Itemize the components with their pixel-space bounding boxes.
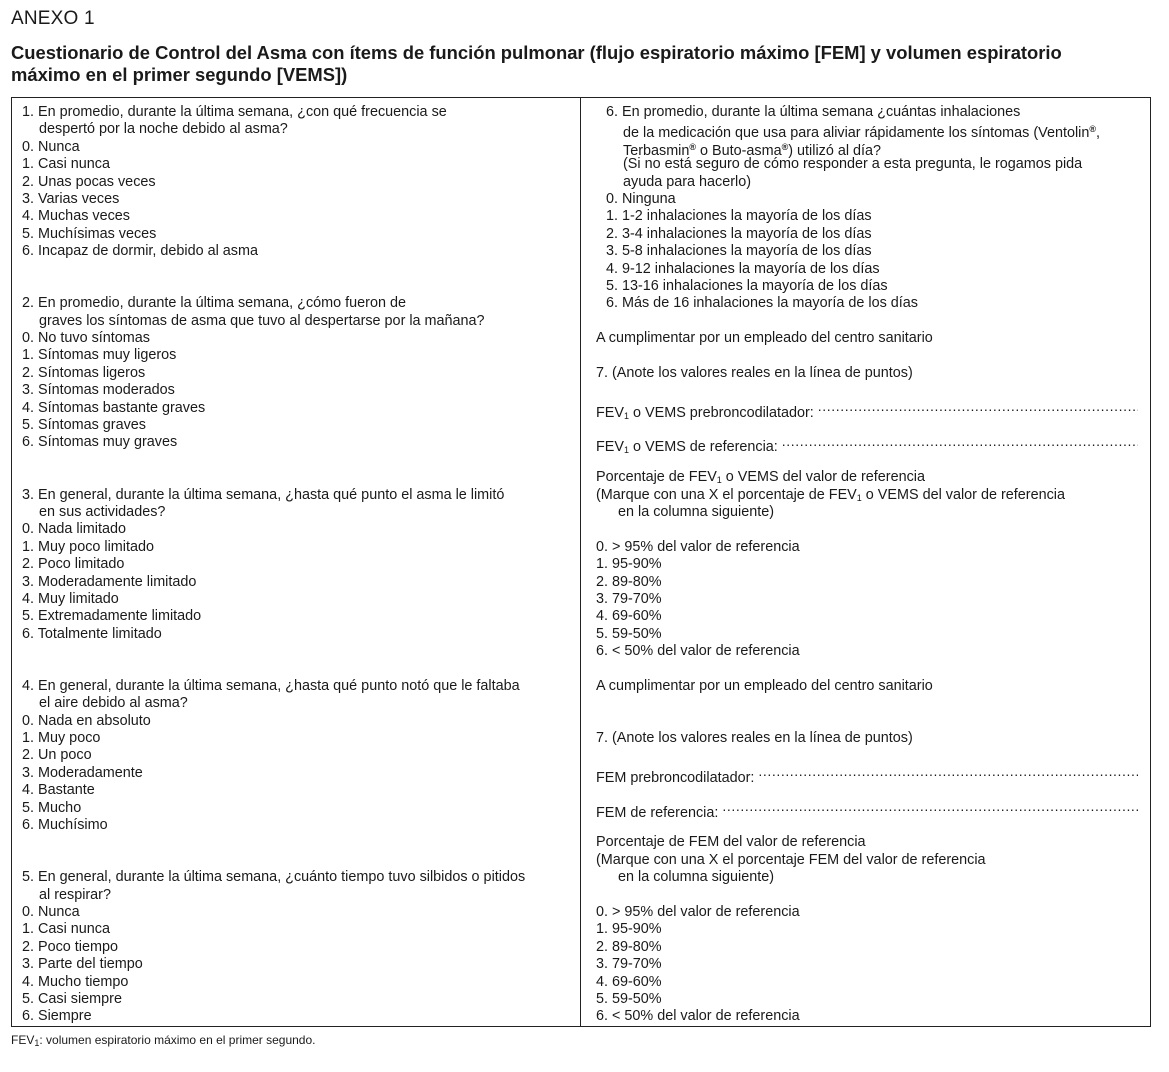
fem-prebronchodilator-field[interactable]: FEM prebroncodilatador: ..... bbox=[596, 765, 1138, 782]
option[interactable]: 4. Muy limitado bbox=[22, 590, 119, 607]
option[interactable]: 2. 3-4 inhalaciones la mayoría de los días bbox=[606, 225, 872, 242]
option[interactable]: 5. Mucho bbox=[22, 799, 82, 816]
option[interactable]: 2. Poco tiempo bbox=[22, 938, 118, 955]
question-6-text-cont: de la medicación que usa para aliviar rápidamente los síntomas (Ventolin®, bbox=[623, 124, 1101, 142]
option[interactable]: 0. > 95% del valor de referencia bbox=[596, 538, 800, 555]
option[interactable]: 5. Casi siempre bbox=[22, 990, 122, 1007]
option[interactable]: 1. 1-2 inhalaciones la mayoría de los días bbox=[606, 208, 872, 225]
option[interactable]: 6. < 50% del valor de referencia bbox=[596, 643, 800, 660]
option[interactable]: 3. 79-70% bbox=[596, 956, 662, 973]
option[interactable]: 1. 95-90% bbox=[596, 556, 662, 573]
fev-reference-field[interactable]: $FEV_1$ o VEMS de referencia: ..... bbox=[596, 434, 1138, 451]
option[interactable]: 2. Síntomas ligeros bbox=[22, 364, 146, 381]
question-4-text-cont: el aire debido al asma? bbox=[39, 695, 188, 712]
option[interactable]: 5. Síntomas graves bbox=[22, 417, 146, 434]
option[interactable]: 0. Nunca bbox=[22, 903, 80, 920]
dotted-line[interactable] bbox=[818, 400, 1138, 417]
question-4-options bbox=[22, 713, 580, 835]
option[interactable]: 4. Mucho tiempo bbox=[22, 973, 129, 990]
option[interactable]: 2. Poco limitado bbox=[22, 556, 125, 573]
option[interactable]: 0. Ninguna bbox=[606, 190, 676, 207]
option[interactable]: 5. 59-50% bbox=[596, 625, 662, 642]
fev-percentage-title: Porcentaje de $FEV_1$ o VEMS del valor de referencia bbox=[596, 469, 925, 486]
option[interactable]: 3. Moderadamente bbox=[22, 764, 143, 781]
option[interactable]: 4. 9-12 inhalaciones la mayoría de los días bbox=[606, 260, 880, 277]
option[interactable]: 5. 59-50% bbox=[596, 990, 662, 1007]
question-6-note-cont: ayuda para hacerlo) bbox=[623, 173, 751, 190]
fem-mark-instruction-cont: en la columna siguiente) bbox=[618, 869, 774, 886]
option[interactable]: 4. Síntomas bastante graves bbox=[22, 399, 206, 416]
option[interactable]: 2. Unas pocas veces bbox=[22, 173, 156, 190]
question-4-text: 4. En general, durante la última semana, ¿hasta qué punto notó que le faltaba bbox=[22, 677, 520, 694]
staff-note: A cumplimentar por un empleado del centro sanitario bbox=[596, 677, 933, 694]
left-column bbox=[12, 98, 581, 1026]
option[interactable]: 6. Incapaz de dormir, debido al asma bbox=[22, 243, 258, 260]
option[interactable]: 0. > 95% del valor de referencia bbox=[596, 903, 800, 920]
question-3-text: 3. En general, durante la última semana, ¿hasta qué punto el asma le limitó bbox=[22, 486, 505, 503]
question-1-text: 1. En promedio, durante la última semana, ¿con qué frecuencia se bbox=[22, 104, 447, 120]
option[interactable]: 4. 69-60% bbox=[596, 608, 662, 625]
question-2-options bbox=[22, 330, 580, 452]
option[interactable]: 1. 95-90% bbox=[596, 921, 662, 938]
question-5-options bbox=[22, 904, 580, 1026]
option[interactable]: 2. 89-80% bbox=[596, 938, 662, 955]
question-1-text-cont: despertó por la noche debido al asma? bbox=[39, 121, 288, 138]
fev-mark-instruction: (Marque con una X el porcentaje de $FEV_1$ o VEMS del valor de referencia bbox=[596, 486, 1065, 503]
fem-percentage-options bbox=[596, 904, 1138, 1026]
dotted-line[interactable] bbox=[722, 800, 1138, 817]
option[interactable]: 6. Siempre bbox=[22, 1008, 92, 1025]
question-7-text: 7. (Anote los valores reales en la línea de puntos) bbox=[596, 364, 913, 381]
option[interactable]: 6. Más de 16 inhalaciones la mayoría de los días bbox=[606, 295, 918, 312]
option[interactable]: 3. 79-70% bbox=[596, 590, 662, 607]
option[interactable]: 0. Nunca bbox=[22, 138, 80, 155]
question-2-text-cont: graves los síntomas de asma que tuvo al despertarse por la mañana? bbox=[39, 312, 485, 329]
option[interactable]: 1. Síntomas muy ligeros bbox=[22, 347, 177, 364]
option[interactable]: 5. Muchísimas veces bbox=[22, 225, 157, 242]
option[interactable]: 0. Nada limitado bbox=[22, 521, 126, 538]
annex-label: ANEXO 1 bbox=[11, 8, 95, 29]
option[interactable]: 4. Bastante bbox=[22, 782, 95, 799]
staff-note: A cumplimentar por un empleado del centro sanitario bbox=[596, 330, 933, 347]
option[interactable]: 6. < 50% del valor de referencia bbox=[596, 1008, 800, 1025]
question-6-text: 6. En promedio, durante la última semana ¿cuántas inhalaciones bbox=[606, 104, 1021, 120]
option[interactable]: 6. Muchísimo bbox=[22, 817, 108, 834]
fem-reference-field[interactable]: FEM de referencia: ..... bbox=[596, 800, 1138, 817]
footnote: $FEV_1$: volumen espiratorio máximo en el primer segundo. bbox=[11, 1033, 316, 1048]
question-1-options bbox=[22, 139, 580, 261]
option[interactable]: 4. Muchas veces bbox=[22, 208, 130, 225]
option[interactable]: 1. Casi nunca bbox=[22, 921, 110, 938]
option[interactable]: 3. Varias veces bbox=[22, 190, 120, 207]
option[interactable]: 3. Moderadamente limitado bbox=[22, 573, 197, 590]
option[interactable]: 6. Totalmente limitado bbox=[22, 625, 162, 642]
option[interactable]: 3. Parte del tiempo bbox=[22, 956, 143, 973]
question-6-text-cont: Terbasmin® o Buto-asma®) utilizó al día? bbox=[623, 141, 882, 159]
option[interactable]: 1. Muy poco bbox=[22, 730, 101, 747]
option[interactable]: 2. Un poco bbox=[22, 747, 92, 764]
option[interactable]: 3. Síntomas moderados bbox=[22, 382, 175, 399]
question-6-note: (Si no está seguro de cómo responder a esta pregunta, le rogamos pida bbox=[623, 156, 1083, 173]
option[interactable]: 0. Nada en absoluto bbox=[22, 712, 151, 729]
option[interactable]: 3. 5-8 inhalaciones la mayoría de los días bbox=[606, 243, 872, 260]
right-column bbox=[581, 98, 1150, 1026]
option[interactable]: 0. No tuvo síntomas bbox=[22, 330, 150, 347]
option[interactable]: 1. Casi nunca bbox=[22, 156, 110, 173]
question-2-text: 2. En promedio, durante la última semana, ¿cómo fueron de bbox=[22, 295, 406, 312]
option[interactable]: 5. 13-16 inhalaciones la mayoría de los días bbox=[606, 277, 888, 294]
fem-percentage-title: Porcentaje de FEM del valor de referencia bbox=[596, 834, 866, 851]
question-3-text-cont: en sus actividades? bbox=[39, 503, 166, 520]
question-7-text: 7. (Anote los valores reales en la línea de puntos) bbox=[596, 730, 913, 747]
fev-mark-instruction-cont: en la columna siguiente) bbox=[618, 503, 774, 520]
option[interactable]: 1. Muy poco limitado bbox=[22, 538, 154, 555]
option[interactable]: 5. Extremadamente limitado bbox=[22, 608, 202, 625]
option[interactable]: 4. 69-60% bbox=[596, 973, 662, 990]
question-5-text-cont: al respirar? bbox=[39, 886, 111, 903]
questionnaire-table bbox=[11, 97, 1151, 1027]
option[interactable]: 6. Síntomas muy graves bbox=[22, 434, 178, 451]
question-6-options bbox=[596, 191, 1138, 313]
document-title: Cuestionario de Control del Asma con ítems de función pulmonar (flujo espiratorio máximo [FEM] y volumen espiratorio máximo en el primer segundo [VEMS]) bbox=[11, 42, 1062, 85]
question-5-text: 5. En general, durante la última semana, ¿cuánto tiempo tuvo silbidos o pitidos bbox=[22, 869, 526, 886]
option[interactable]: 2. 89-80% bbox=[596, 573, 662, 590]
fev-prebronchodilator-field[interactable]: $FEV_1$ o VEMS prebroncodilatador: ..... bbox=[596, 400, 1138, 417]
dotted-line[interactable] bbox=[758, 765, 1138, 782]
fev-percentage-options bbox=[596, 539, 1138, 661]
dotted-line[interactable] bbox=[782, 434, 1138, 451]
fem-mark-instruction: (Marque con una X el porcentaje FEM del valor de referencia bbox=[596, 851, 986, 868]
question-3-options bbox=[22, 521, 580, 643]
